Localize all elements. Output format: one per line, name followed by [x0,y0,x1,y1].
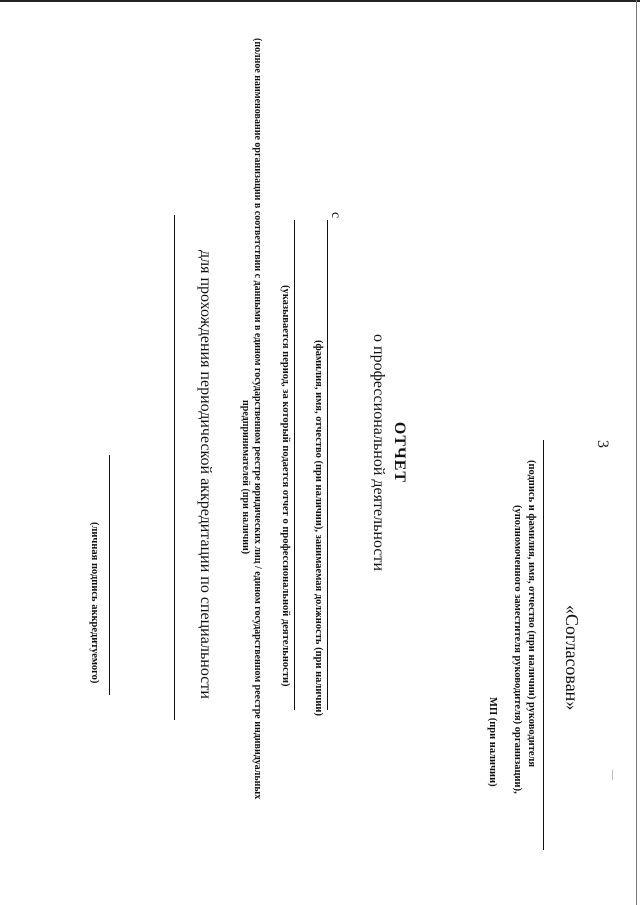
purpose-text: для прохождения периодической аккредитации по специальности [197,250,214,699]
organization-caption-line2: предпринимателей (при наличии) [240,400,251,555]
head-signature-line [543,440,544,850]
page-number: 3 [594,440,611,448]
specialty-line [174,215,175,720]
personal-signature-caption: (личная подпись аккредитуемого) [89,522,100,684]
fio-line [327,220,328,710]
head-signature-caption-line2: (уполномоченного заместителя руководителя) организации), [512,505,523,794]
period-caption: (указывается период, за который подается отчет о профессиональной деятельности) [280,285,291,687]
head-signature-caption-line1: (подпись и фамилия, имя, отчество (при наличии) руководителя [526,460,537,768]
organization-caption-line1: (полное наименование организации в соответствии с данными в едином государственном реестре юридических лиц / едином государственном реестре индивидуальных [252,38,263,800]
approval-header: «Согласован» [562,605,582,711]
seal-caption: МП (при наличии) [487,697,498,787]
report-title: ОТЧЕТ [391,421,408,484]
period-prefix: с [328,212,343,219]
period-line [294,220,295,710]
report-subtitle: о профессиональной деятельности [370,334,387,571]
fio-caption: (фамилия, имя, отчество (при наличии), занимаемая должность (при наличии) [313,340,324,716]
personal-signature-line [109,455,110,695]
